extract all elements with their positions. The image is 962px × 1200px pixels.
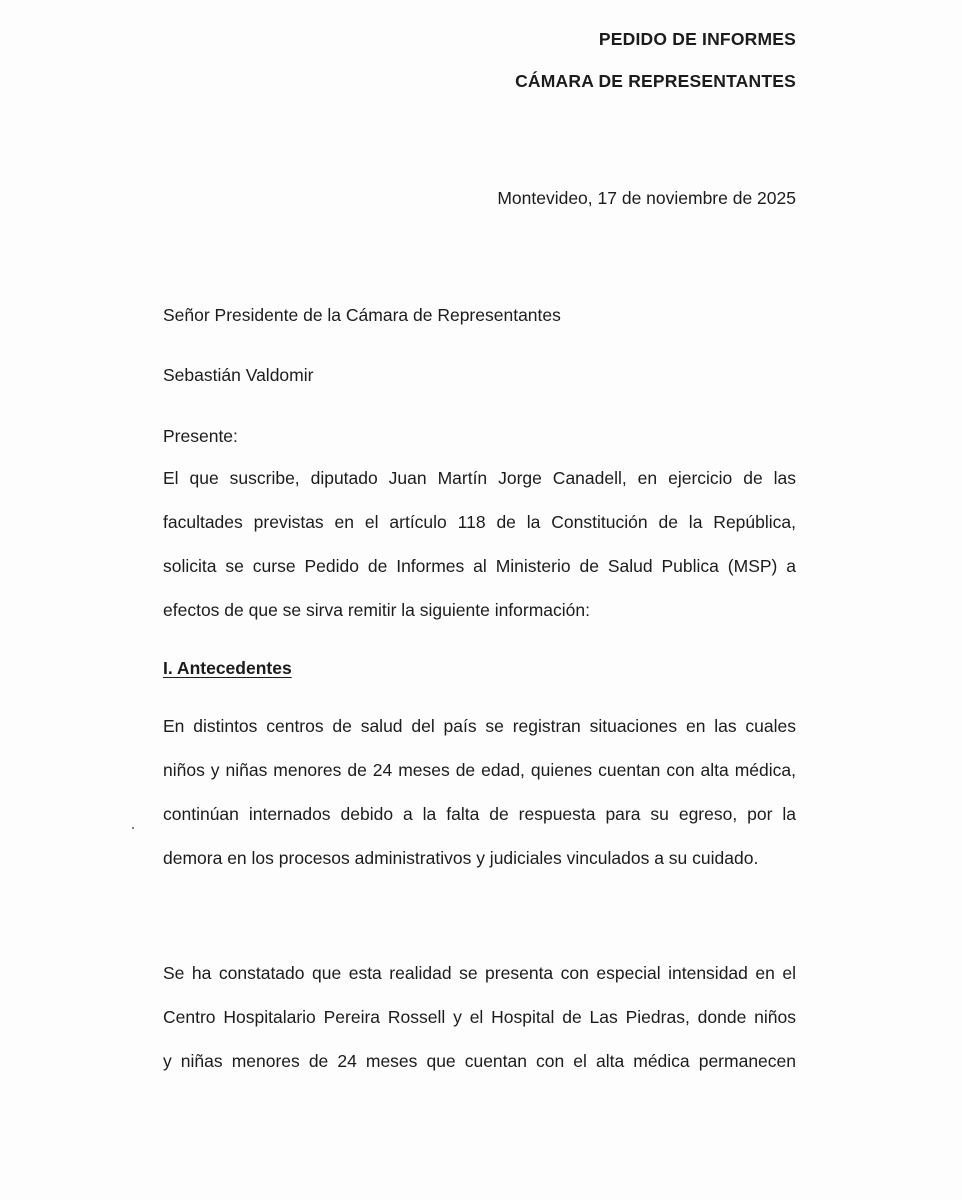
paragraph-line: Se ha constatado que esta realidad se presenta con especial intensidad en el bbox=[163, 963, 796, 983]
addressee-name: Sebastián Valdomir bbox=[163, 365, 314, 385]
paragraph-line: y niñas menores de 24 meses que cuentan con el alta médica permanecen bbox=[163, 1051, 796, 1071]
addressee-title: Señor Presidente de la Cámara de Representantes bbox=[163, 305, 561, 325]
header-title-pedido: PEDIDO DE INFORMES bbox=[598, 29, 796, 49]
paragraph-line: continúan internados debido a la falta de respuesta para su egreso, por la bbox=[163, 804, 796, 824]
intro-line: El que suscribe, diputado Juan Martín Jorge Canadell, en ejercicio de las bbox=[163, 468, 796, 488]
intro-line: solicita se curse Pedido de Informes al Ministerio de Salud Publica (MSP) a bbox=[163, 556, 796, 576]
header-title-camara: CÁMARA DE REPRESENTANTES bbox=[515, 71, 796, 91]
paragraph-line: niños y niñas menores de 24 meses de edad, quienes cuentan con alta médica, bbox=[163, 760, 796, 780]
intro-line: efectos de que se sirva remitir la siguiente información: bbox=[163, 600, 591, 620]
greeting: Presente: bbox=[163, 426, 238, 446]
section-title-antecedentes: I. Antecedentes bbox=[163, 658, 292, 678]
intro-line: facultades previstas en el artículo 118 de la Constitución de la República, bbox=[163, 512, 796, 532]
document-date: Montevideo, 17 de noviembre de 2025 bbox=[497, 188, 796, 208]
paragraph-line: demora en los procesos administrativos y judiciales vinculados a su cuidado. bbox=[163, 848, 759, 868]
paragraph-line: En distintos centros de salud del país se registran situaciones en las cuales bbox=[163, 716, 796, 736]
stray-mark bbox=[132, 827, 134, 829]
paragraph-line: Centro Hospitalario Pereira Rossell y el Hospital de Las Piedras, donde niños bbox=[163, 1007, 796, 1027]
